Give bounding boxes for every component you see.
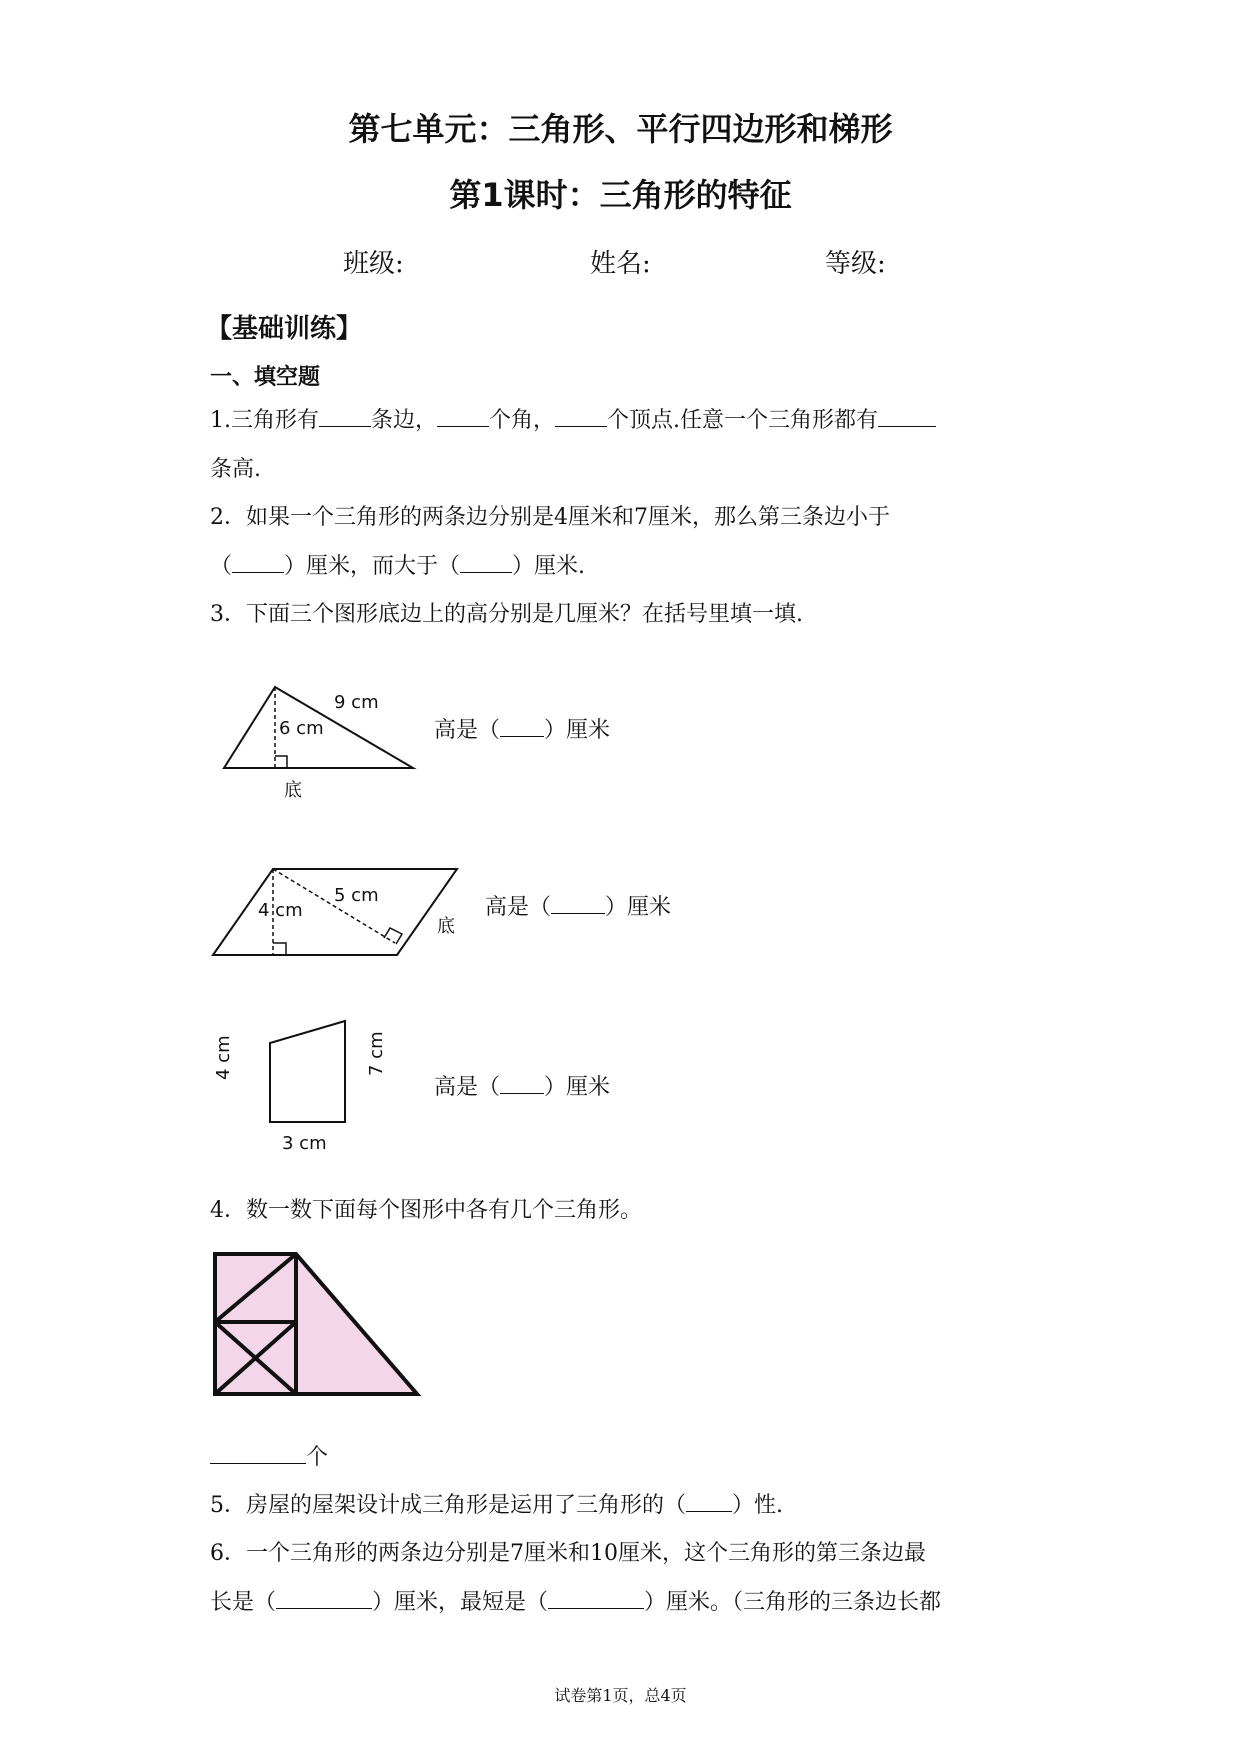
class-label: 班级: (343, 249, 404, 279)
fig2-base-label: 底 (437, 916, 455, 937)
fig2-answer-pre: 高是（ (485, 895, 552, 920)
q6-text-c: ）厘米。（三角形的三条边长都 (644, 1590, 942, 1615)
grade-label: 等级: (825, 249, 886, 279)
page-footer: 试卷第1页，总4页 (554, 1686, 687, 1705)
fig3-left-label: 4 cm (213, 1035, 234, 1080)
fig1-side-label: 9 cm (334, 692, 379, 713)
page-subtitle: 第1课时：三角形的特征 (449, 176, 792, 214)
q4-blank[interactable] (210, 1445, 306, 1464)
q4-unit: 个 (306, 1445, 329, 1470)
q1-text-e: 条高. (210, 457, 261, 482)
q1-text-b: 条边， (371, 408, 438, 433)
q6-line1: 6．一个三角形的两条边分别是7厘米和10厘米，这个三角形的第三条边最 (210, 1541, 926, 1566)
q5-text-b: ）性. (732, 1493, 783, 1518)
q1-text-d: 个顶点.任意一个三角形都有 (607, 408, 879, 433)
q4-text: 4．数一数下面每个图形中各有几个三角形。 (210, 1198, 642, 1223)
section-title: 【基础训练】 (206, 314, 363, 344)
q2-text-c: ）厘米. (512, 554, 586, 579)
fig1-answer-post: ）厘米 (544, 718, 611, 743)
fig3-bottom-label: 3 cm (282, 1133, 327, 1154)
q1-text-c: 个角， (489, 408, 556, 433)
fig2-side-label: 5 cm (334, 885, 379, 906)
q3-text: 3．下面三个图形底边上的高分别是几厘米？在括号里填一填. (210, 602, 803, 627)
q6-blank-2[interactable] (548, 1590, 644, 1609)
fig3-answer-pre: 高是（ (434, 1075, 501, 1100)
question-5 (210, 1488, 783, 1519)
q6-text-a: 长是（ (210, 1590, 277, 1615)
fig3-right-label: 7 cm (366, 1031, 387, 1076)
page-title: 第七单元：三角形、平行四边形和梯形 (348, 110, 893, 148)
fig1-height-label: 6 cm (279, 718, 324, 739)
part-title: 一、填空题 (210, 365, 321, 390)
q6-blank-1[interactable] (276, 1590, 372, 1609)
fig2-answer-post: ）厘米 (605, 895, 672, 920)
q1-text-a: 1.三角形有 (210, 408, 319, 433)
fig3-answer-post: ）厘米 (544, 1075, 611, 1100)
q2-text-b: ）厘米，而大于（ (284, 554, 461, 579)
name-label: 姓名: (590, 249, 651, 279)
q5-blank[interactable] (686, 1493, 732, 1512)
q2-text-a: （ (210, 554, 233, 579)
q4-answer (210, 1440, 328, 1471)
question-6-line2 (210, 1585, 941, 1616)
q2-line1: 2．如果一个三角形的两条边分别是4厘米和7厘米，那么第三条边小于 (210, 505, 890, 530)
fig1-answer-pre: 高是（ (434, 718, 501, 743)
fig1-base-label: 底 (284, 780, 302, 801)
fig2-height-label: 4 cm (258, 900, 303, 921)
q5-text-a: 5．房屋的屋架设计成三角形是运用了三角形的（ (210, 1493, 686, 1518)
q6-text-b: ）厘米，最短是（ (372, 1590, 549, 1615)
